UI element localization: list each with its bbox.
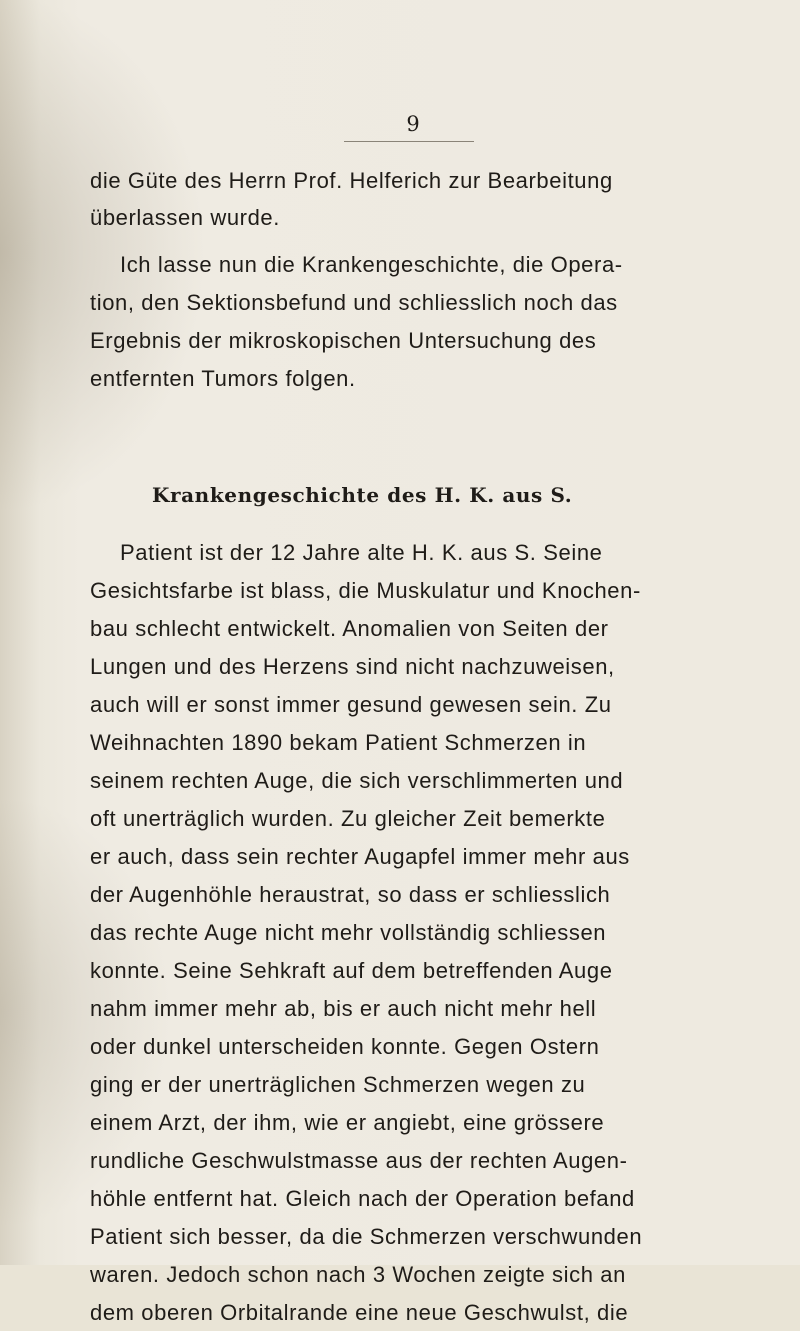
text-line: oder dunkel unterscheiden konnte. Gegen Ostern (90, 1034, 600, 1059)
text-line: Lungen und des Herzens sind nicht nachzuweisen, (90, 654, 615, 679)
text-line: tion, den Sektionsbefund und schliesslich noch das (90, 290, 618, 315)
page-number-rule (344, 141, 474, 142)
text-line: höhle entfernt hat. Gleich nach der Operation befand (90, 1186, 635, 1211)
text-line: rundliche Geschwulstmasse aus der rechten Augen- (90, 1148, 628, 1173)
text-line: ging er der unerträglichen Schmerzen wegen zu (90, 1072, 586, 1097)
text-line: oft unerträglich wurden. Zu gleicher Zeit bemerkte (90, 806, 606, 831)
text-line: überlassen wurde. (90, 205, 280, 230)
text-line: seinem rechten Auge, die sich verschlimmerten und (90, 768, 624, 793)
text-line: Patient sich besser, da die Schmerzen verschwunden (90, 1224, 643, 1249)
text-line: die Güte des Herrn Prof. Helferich zur Bearbeitung (90, 168, 613, 193)
text-line: Patient ist der 12 Jahre alte H. K. aus S. Seine (120, 540, 603, 565)
text-line: konnte. Seine Sehkraft auf dem betreffenden Auge (90, 958, 613, 983)
text-line: Gesichtsfarbe ist blass, die Muskulatur und Knochen- (90, 578, 641, 603)
text-line: nahm immer mehr ab, bis er auch nicht mehr hell (90, 996, 597, 1021)
section-heading: Krankengeschichte des H. K. aus S. (152, 483, 573, 507)
text-line: Ergebnis der mikroskopischen Untersuchung des (90, 328, 597, 353)
text-line: der Augenhöhle heraustrat, so dass er schliesslich (90, 882, 611, 907)
text-line: bau schlecht entwickelt. Anomalien von Seiten der (90, 616, 609, 641)
text-line: er auch, dass sein rechter Augapfel immer mehr aus (90, 844, 630, 869)
text-line: auch will er sonst immer gesund gewesen sein. Zu (90, 692, 612, 717)
text-line: Weihnachten 1890 bekam Patient Schmerzen in (90, 730, 587, 755)
text-line: Ich lasse nun die Krankengeschichte, die Opera- (120, 252, 623, 277)
text-line: das rechte Auge nicht mehr vollständig schliessen (90, 920, 607, 945)
page-number: 9 (406, 112, 420, 136)
text-line: einem Arzt, der ihm, wie er angiebt, eine grössere (90, 1110, 605, 1135)
text-line: waren. Jedoch schon nach 3 Wochen zeigte sich an (90, 1262, 626, 1287)
text-line: dem oberen Orbitalrande eine neue Geschwulst, die (90, 1300, 629, 1325)
text-line: entfernten Tumors folgen. (90, 366, 356, 391)
